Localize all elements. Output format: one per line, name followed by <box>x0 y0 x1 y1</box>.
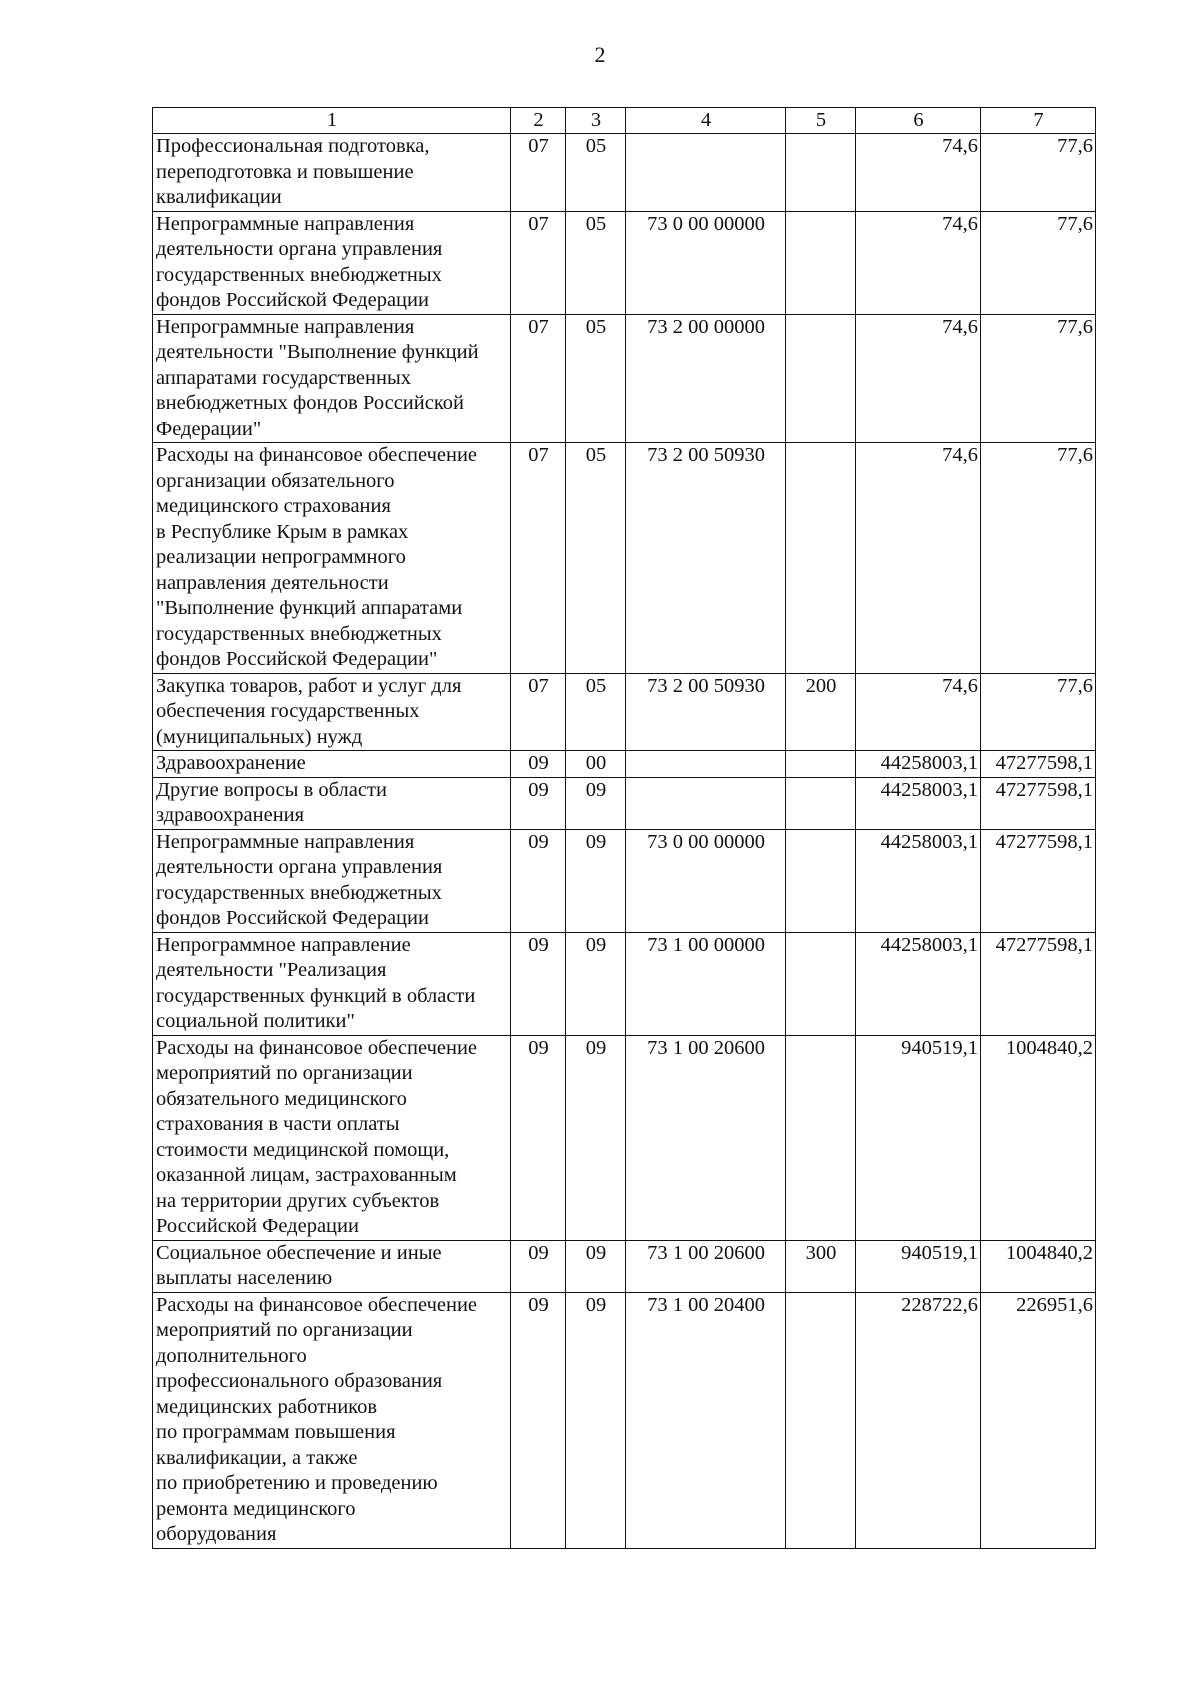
row-name-cell: Здравоохранение <box>153 751 511 778</box>
section-code-cell: 07 <box>511 314 566 443</box>
amount-year-2-cell: 1004840,2 <box>981 1240 1096 1292</box>
expense-type-cell: 300 <box>786 1240 856 1292</box>
section-code-cell: 09 <box>511 777 566 829</box>
expense-type-cell <box>786 314 856 443</box>
column-header: 5 <box>786 108 856 134</box>
amount-year-1-cell: 940519,1 <box>856 1035 981 1240</box>
target-article-cell: 73 2 00 50930 <box>626 443 786 674</box>
amount-year-2-cell: 47277598,1 <box>981 751 1096 778</box>
section-code-cell: 09 <box>511 751 566 778</box>
row-name-cell: Расходы на финансовое обеспечение мероприятий по организации обязательного медицинского страхования в части оплаты стоимости медицинской помощи, оказанной лицам, застрахованным на территории других субъектов Российской Федерации <box>153 1035 511 1240</box>
expense-type-cell <box>786 1035 856 1240</box>
section-code-cell: 09 <box>511 829 566 932</box>
expense-type-cell <box>786 211 856 314</box>
amount-year-2-cell: 47277598,1 <box>981 777 1096 829</box>
amount-year-2-cell: 47277598,1 <box>981 829 1096 932</box>
column-header: 1 <box>153 108 511 134</box>
section-code-cell: 09 <box>511 1292 566 1548</box>
target-article-cell: 73 2 00 50930 <box>626 673 786 751</box>
amount-year-2-cell: 77,6 <box>981 314 1096 443</box>
subsection-code-cell: 05 <box>566 673 626 751</box>
section-code-cell: 07 <box>511 134 566 212</box>
table-row <box>153 211 1096 314</box>
budget-table <box>152 107 1096 1549</box>
amount-year-1-cell: 74,6 <box>856 314 981 443</box>
target-article-cell: 73 0 00 00000 <box>626 211 786 314</box>
section-code-cell: 07 <box>511 673 566 751</box>
target-article-cell <box>626 751 786 778</box>
row-name-cell: Закупка товаров, работ и услуг для обеспечения государственных (муниципальных) нужд <box>153 673 511 751</box>
section-code-cell: 09 <box>511 1035 566 1240</box>
target-article-cell <box>626 777 786 829</box>
column-number-row <box>153 108 1096 134</box>
section-code-cell: 09 <box>511 932 566 1035</box>
row-name-cell: Другие вопросы в области здравоохранения <box>153 777 511 829</box>
target-article-cell: 73 1 00 00000 <box>626 932 786 1035</box>
expense-type-cell <box>786 134 856 212</box>
target-article-cell: 73 1 00 20400 <box>626 1292 786 1548</box>
subsection-code-cell: 09 <box>566 932 626 1035</box>
expense-type-cell: 200 <box>786 673 856 751</box>
expense-type-cell <box>786 1292 856 1548</box>
expense-type-cell <box>786 777 856 829</box>
row-name-cell: Непрограммные направления деятельности органа управления государственных внебюджетных фондов Российской Федерации <box>153 829 511 932</box>
row-name-cell: Непрограммное направление деятельности "Реализация государственных функций в области социальной политики" <box>153 932 511 1035</box>
table-body <box>153 134 1096 1549</box>
table-row <box>153 932 1096 1035</box>
row-name-cell: Профессиональная подготовка, переподготовка и повышение квалификации <box>153 134 511 212</box>
amount-year-1-cell: 44258003,1 <box>856 751 981 778</box>
table-row <box>153 1292 1096 1548</box>
target-article-cell: 73 1 00 20600 <box>626 1035 786 1240</box>
row-name-cell: Социальное обеспечение и иные выплаты населению <box>153 1240 511 1292</box>
table-row <box>153 673 1096 751</box>
subsection-code-cell: 09 <box>566 1292 626 1548</box>
target-article-cell: 73 1 00 20600 <box>626 1240 786 1292</box>
table-row <box>153 751 1096 778</box>
subsection-code-cell: 00 <box>566 751 626 778</box>
amount-year-1-cell: 74,6 <box>856 211 981 314</box>
expense-type-cell <box>786 751 856 778</box>
table-row <box>153 134 1096 212</box>
subsection-code-cell: 09 <box>566 1240 626 1292</box>
subsection-code-cell: 05 <box>566 443 626 674</box>
amount-year-2-cell: 77,6 <box>981 443 1096 674</box>
row-name-cell: Расходы на финансовое обеспечение организации обязательного медицинского страхования в Республике Крым в рамках реализации непрограммного направления деятельности "Выполнение функций аппаратами государственных внебюджетных фондов Российской Федерации" <box>153 443 511 674</box>
amount-year-1-cell: 228722,6 <box>856 1292 981 1548</box>
table-row <box>153 443 1096 674</box>
row-name-cell: Расходы на финансовое обеспечение мероприятий по организации дополнительного профессионального образования медицинских работников по программам повышения квалификации, а также по приобретению и проведению ремонта медицинского оборудования <box>153 1292 511 1548</box>
table-row <box>153 314 1096 443</box>
amount-year-1-cell: 44258003,1 <box>856 829 981 932</box>
column-header: 4 <box>626 108 786 134</box>
expense-type-cell <box>786 829 856 932</box>
amount-year-2-cell: 226951,6 <box>981 1292 1096 1548</box>
amount-year-1-cell: 44258003,1 <box>856 777 981 829</box>
subsection-code-cell: 09 <box>566 829 626 932</box>
amount-year-1-cell: 44258003,1 <box>856 932 981 1035</box>
amount-year-2-cell: 47277598,1 <box>981 932 1096 1035</box>
subsection-code-cell: 05 <box>566 314 626 443</box>
amount-year-1-cell: 940519,1 <box>856 1240 981 1292</box>
target-article-cell <box>626 134 786 212</box>
expense-type-cell <box>786 932 856 1035</box>
column-header: 7 <box>981 108 1096 134</box>
amount-year-2-cell: 77,6 <box>981 673 1096 751</box>
subsection-code-cell: 09 <box>566 1035 626 1240</box>
table-row <box>153 1240 1096 1292</box>
subsection-code-cell: 05 <box>566 134 626 212</box>
section-code-cell: 07 <box>511 211 566 314</box>
subsection-code-cell: 09 <box>566 777 626 829</box>
amount-year-1-cell: 74,6 <box>856 673 981 751</box>
amount-year-1-cell: 74,6 <box>856 443 981 674</box>
section-code-cell: 07 <box>511 443 566 674</box>
table-row <box>153 777 1096 829</box>
amount-year-1-cell: 74,6 <box>856 134 981 212</box>
expense-type-cell <box>786 443 856 674</box>
column-header: 2 <box>511 108 566 134</box>
target-article-cell: 73 2 00 00000 <box>626 314 786 443</box>
page-number: 2 <box>594 42 606 67</box>
target-article-cell: 73 0 00 00000 <box>626 829 786 932</box>
row-name-cell: Непрограммные направления деятельности "Выполнение функций аппаратами государственных внебюджетных фондов Российской Федерации" <box>153 314 511 443</box>
table-row <box>153 829 1096 932</box>
subsection-code-cell: 05 <box>566 211 626 314</box>
column-header: 6 <box>856 108 981 134</box>
table-row <box>153 1035 1096 1240</box>
amount-year-2-cell: 77,6 <box>981 134 1096 212</box>
amount-year-2-cell: 77,6 <box>981 211 1096 314</box>
column-header: 3 <box>566 108 626 134</box>
amount-year-2-cell: 1004840,2 <box>981 1035 1096 1240</box>
row-name-cell: Непрограммные направления деятельности органа управления государственных внебюджетных фондов Российской Федерации <box>153 211 511 314</box>
section-code-cell: 09 <box>511 1240 566 1292</box>
